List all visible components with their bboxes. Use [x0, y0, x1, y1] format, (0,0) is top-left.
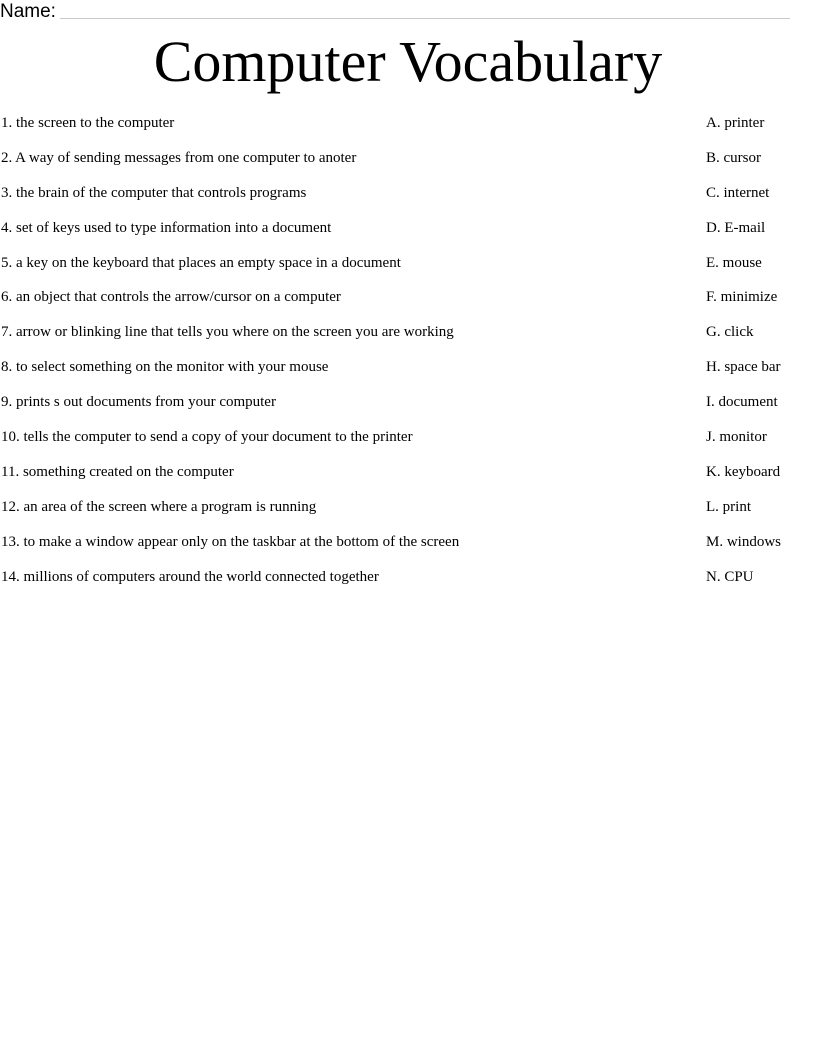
answer-option: L. print [706, 498, 751, 515]
clue-text: 10. tells the computer to send a copy of your document to the printer [1, 429, 413, 446]
clue-text: 13. to make a window appear only on the taskbar at the bottom of the screen [1, 533, 460, 550]
clue-text: 3. the brain of the computer that controls programs [1, 184, 307, 201]
answer-option: F. minimize [706, 289, 778, 306]
answer-option: G. click [706, 324, 754, 341]
clue-text: 11. something created on the computer [1, 463, 234, 480]
answer-option: B. cursor [706, 149, 761, 166]
list-item [0, 497, 816, 532]
list-item [0, 567, 816, 602]
name-blank-line[interactable] [60, 18, 790, 19]
clue-text: 8. to select something on the monitor with your mouse [1, 359, 329, 376]
answer-option: H. space bar [706, 359, 781, 376]
clue-text: 5. a key on the keyboard that places an empty space in a document [1, 254, 401, 271]
answer-option: D. E-mail [706, 219, 766, 236]
answer-option: A. printer [706, 115, 765, 131]
clue-text: 4. set of keys used to type information into a document [1, 219, 332, 236]
page-title: Computer Vocabulary [153, 29, 663, 94]
clue-text: 2. A way of sending messages from one computer to anoter [1, 149, 357, 166]
answer-option: J. monitor [706, 429, 767, 446]
answer-option: C. internet [706, 184, 770, 201]
clue-text: 1. the screen to the computer [1, 115, 175, 131]
list-item [0, 462, 816, 497]
answer-option: N. CPU [706, 568, 754, 585]
list-item [0, 427, 816, 462]
list-item [0, 148, 816, 183]
clue-text: 14. millions of computers around the world connected together [1, 568, 379, 585]
clue-text: 7. arrow or blinking line that tells you where on the screen you are working [1, 324, 454, 341]
list-item [0, 218, 816, 253]
list-item [0, 287, 816, 322]
list-item [0, 322, 816, 357]
answer-option: I. document [706, 394, 778, 411]
answer-option: E. mouse [706, 254, 762, 271]
clue-text: 6. an object that controls the arrow/cursor on a computer [1, 289, 341, 306]
name-label: Name: [0, 1, 56, 22]
clue-text: 12. an area of the screen where a program is running [1, 498, 317, 515]
list-item [0, 357, 816, 392]
clue-text: 9. prints s out documents from your computer [1, 394, 276, 411]
name-field [0, 0, 790, 22]
list-item [0, 253, 816, 288]
list-item [0, 392, 816, 427]
list-item [0, 113, 816, 148]
answer-option: M. windows [706, 533, 782, 550]
answer-option: K. keyboard [706, 463, 781, 480]
list-item [0, 183, 816, 218]
list-item [0, 532, 816, 567]
vocabulary-matching-list [0, 113, 816, 601]
